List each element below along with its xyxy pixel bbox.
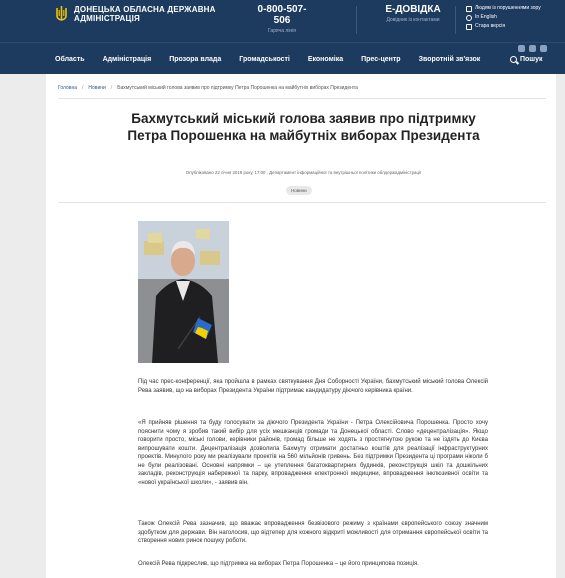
org-name-line2: АДМІНІСТРАЦІЯ (74, 14, 140, 23)
old-version-link[interactable]: Стара версія (466, 22, 541, 31)
youtube-icon[interactable] (518, 45, 525, 52)
article-paragraph: Також Олексій Рева зазначив, що вважає впровадження безвізового режиму з країнами європейського союзу значним здобутком для держави. Він наголосив, що відтепер для кожного відкриті можливості для отримання європейської освіти та створення нових ринок пошуку роботи. (138, 521, 488, 544)
article-card (46, 74, 556, 578)
divider (58, 202, 546, 203)
breadcrumb-current: Бахмутський міський голова заявив про підтримку Петра Порошенка на майбутніх виборах Президента (117, 85, 358, 91)
hotline[interactable] (253, 4, 311, 34)
header-divider (455, 6, 456, 34)
twitter-icon[interactable] (529, 45, 536, 52)
globe-icon (466, 15, 472, 21)
divider (58, 98, 546, 99)
article-paragraph: Під час прес-конференції, яка пройшла в рамках святкування Дня Соборності України, бахмутський міський голова Олексій Рева заявив, що на виборах Президента України підтримає кандидатуру діючого керівника країни. (138, 379, 488, 394)
article-photo (138, 221, 229, 363)
breadcrumb: Головна / Новини / Бахмутський міський голова заявив про підтримку Петра Порошенка на майбутніх виборах Президента (58, 85, 358, 91)
nav-item-public[interactable]: Громадськості (239, 56, 290, 63)
edovidka-caption: Довідник із контактами (386, 17, 440, 23)
nav-item-press-center[interactable]: Прес-центр (361, 56, 401, 63)
nav-item-feedback[interactable]: Зворотній зв'язок (418, 56, 481, 63)
history-icon (466, 24, 472, 30)
nav-items (55, 56, 498, 63)
nav-item-transparent-government[interactable]: Прозора влада (169, 56, 222, 63)
social-links (518, 45, 547, 52)
facebook-icon[interactable] (540, 45, 547, 52)
search-label: Пошук (520, 56, 543, 63)
search-icon (510, 56, 517, 63)
eye-icon (466, 6, 472, 12)
article-title: Бахмутський міський голова заявив про підтримку Петра Порошенка на майбутніх виборах Президента (127, 111, 480, 143)
header-divider (356, 6, 357, 34)
article-meta: Опубліковано 22 січня 2019 року, 17:00 , Департамент інформаційної та внутрішньої політики облдержадміністрації (185, 170, 422, 175)
hotline-number: 0-800-507-506 (257, 4, 307, 26)
org-name-line1: ДОНЕЦЬКА ОБЛАСНА ДЕРЖАВНА (74, 5, 216, 14)
trident-emblem-icon[interactable] (55, 5, 68, 23)
english-link[interactable]: In English (466, 13, 541, 22)
search-button[interactable] (510, 56, 543, 63)
breadcrumb-news[interactable]: Новини (88, 85, 106, 91)
quick-links (466, 4, 541, 31)
main-nav (0, 42, 565, 74)
hotline-caption: Гаряча лінія (267, 28, 297, 34)
site-header (0, 0, 565, 42)
org-name[interactable] (74, 5, 216, 23)
article-paragraph: Олексій Рева підкреслив, що підтримка на виборах Петра Порошенка – це його принципова позиція. (138, 561, 419, 567)
accessibility-link[interactable]: Людям із порушеннями зору (466, 4, 541, 13)
nav-item-administration[interactable]: Адміністрація (102, 56, 152, 63)
breadcrumb-home[interactable]: Головна (58, 85, 77, 91)
nav-item-economy[interactable]: Економіка (307, 56, 344, 63)
edovidka-link[interactable] (383, 4, 443, 23)
edovidka-title: Е-ДОВІДКА (385, 4, 441, 15)
article-paragraph: «Я прийняв рішення та буду голосувати за діючого Президента України - Петра Олексійовича Порошенка. Просто хочу пояснити чому я зробив такий вибір для усіх мешканців громади та Донецької області. Слово «децентралізація». Якщо говорити просто, міські голови, керівники районів, громад більше не ходять з простягнутою рукою та не їздять до Києва випрошувати кошти. Децентралізація дозволила Бахмуту отримати достатньо коштів для реалізації інфраструктурних проектів. Минулого року ми реалізували проектів на 560 мільйонів гривень. Без підтримки Президента ці програми ніколи б не були реалізовані. Основні напрямки – це утеплення багатоквартирних будинків, реконструкція шкіл та дошкільних закладів, реконструкція набережної та парку, впровадження електронної медицини, впровадження інклюзивної освіти та «нової української школи», - заявив він. (138, 420, 488, 486)
nav-item-oblast[interactable]: Область (55, 56, 85, 63)
article-tag[interactable]: Новини (286, 186, 312, 195)
